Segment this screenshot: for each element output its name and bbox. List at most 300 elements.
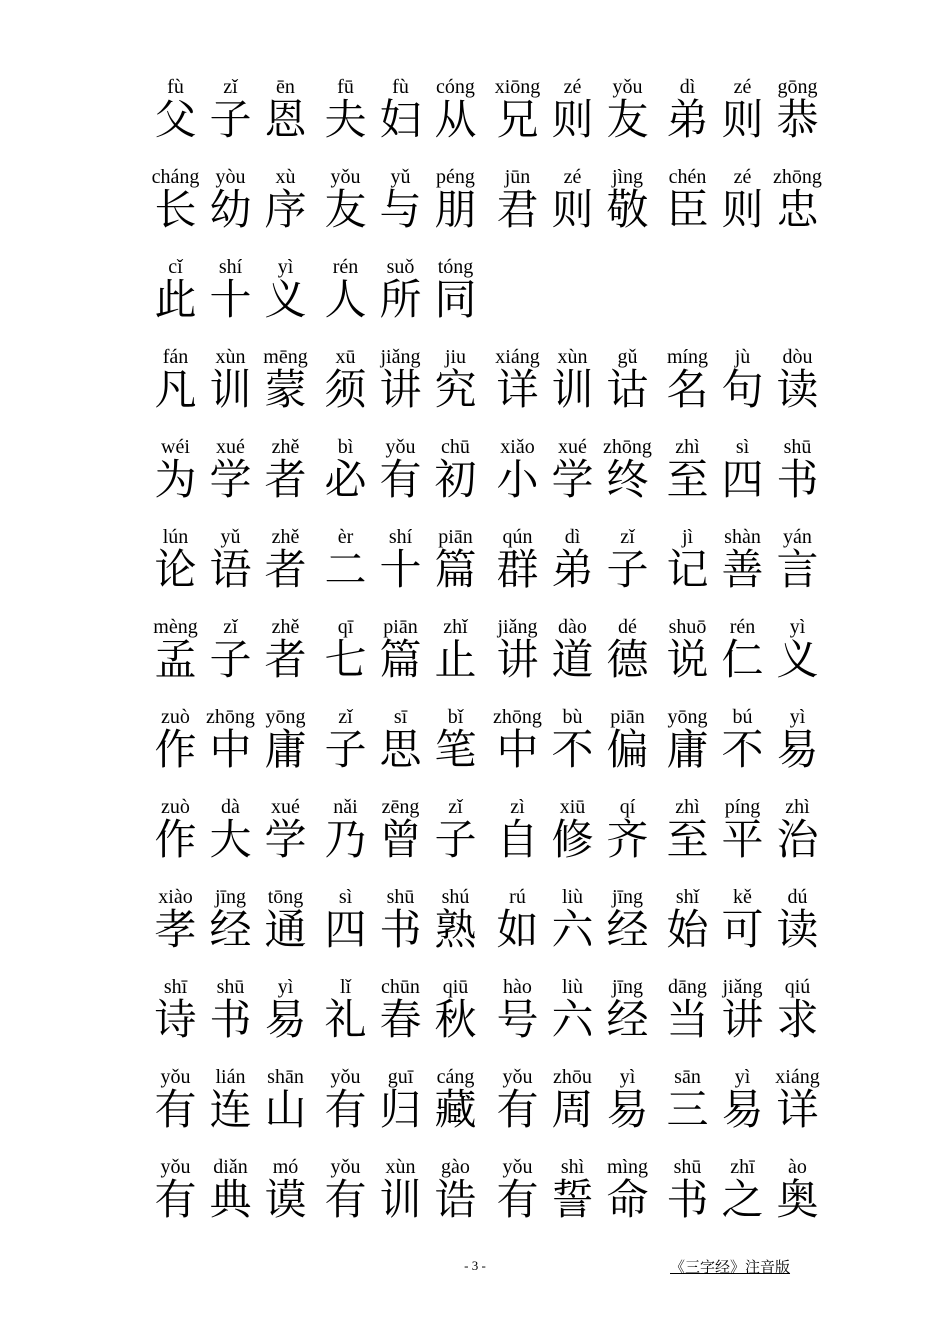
hanzi-character: 友 bbox=[324, 185, 367, 234]
pinyin-annotation: kě bbox=[733, 886, 752, 908]
pinyin-annotation: yǒu bbox=[330, 1066, 361, 1088]
hanzi-character: 友 bbox=[606, 95, 649, 144]
hanzi-character: 诗 bbox=[154, 995, 197, 1044]
pinyin-annotation: yǒu bbox=[502, 1066, 533, 1088]
verse-phrase bbox=[490, 165, 655, 255]
verse-phrase bbox=[490, 345, 655, 435]
verse-phrase bbox=[148, 795, 313, 885]
hanzi-character: 大 bbox=[209, 815, 252, 864]
pinyin-annotation: mìng bbox=[606, 1156, 649, 1178]
hanzi-character: 止 bbox=[434, 635, 477, 684]
hanzi-character: 偏 bbox=[606, 725, 649, 774]
hanzi-character: 弟 bbox=[551, 545, 594, 594]
hanzi-character: 连 bbox=[209, 1085, 252, 1134]
hanzi-character: 自 bbox=[496, 815, 539, 864]
hanzi-character: 礼 bbox=[324, 995, 367, 1044]
hanzi-character: 训 bbox=[551, 365, 594, 414]
pinyin-annotation: ēn bbox=[276, 76, 295, 98]
hanzi-character: 兄 bbox=[496, 95, 539, 144]
pinyin-annotation: bǐ bbox=[447, 706, 464, 728]
verse-phrase bbox=[148, 525, 313, 615]
pinyin-annotation: zhōng bbox=[773, 166, 822, 188]
pinyin-annotation: shū bbox=[673, 1156, 702, 1178]
verse-phrase bbox=[490, 435, 655, 525]
hanzi-character: 初 bbox=[434, 455, 477, 504]
hanzi-character: 义 bbox=[776, 635, 819, 684]
hanzi-character: 说 bbox=[666, 635, 709, 684]
pinyin-annotation: xiáng bbox=[495, 346, 540, 368]
hanzi-character: 通 bbox=[264, 905, 307, 954]
hanzi-character: 诂 bbox=[606, 365, 649, 414]
pinyin-annotation: zé bbox=[563, 166, 582, 188]
verse-line bbox=[0, 615, 950, 705]
verse-phrase bbox=[148, 165, 313, 255]
hanzi-character: 有 bbox=[154, 1085, 197, 1134]
hanzi-character: 典 bbox=[209, 1175, 252, 1224]
syllable bbox=[428, 255, 483, 345]
hanzi-character: 详 bbox=[496, 365, 539, 414]
verse-phrase bbox=[660, 75, 825, 165]
pinyin-annotation: dì bbox=[679, 76, 696, 98]
pinyin-annotation: zhōu bbox=[553, 1066, 592, 1088]
hanzi-character: 父 bbox=[154, 95, 197, 144]
pinyin-annotation: zhě bbox=[271, 526, 300, 548]
pinyin-annotation: shū bbox=[216, 976, 245, 998]
pinyin-annotation: fū bbox=[337, 76, 354, 98]
hanzi-character: 训 bbox=[379, 1175, 422, 1224]
verse-phrase bbox=[660, 795, 825, 885]
hanzi-character: 不 bbox=[551, 725, 594, 774]
hanzi-character: 详 bbox=[776, 1085, 819, 1134]
syllable bbox=[770, 975, 825, 1065]
pinyin-annotation: péng bbox=[436, 166, 475, 188]
hanzi-character: 长 bbox=[154, 185, 197, 234]
verse-phrase bbox=[490, 1155, 655, 1245]
pinyin-annotation: sān bbox=[674, 1066, 701, 1088]
hanzi-character: 有 bbox=[379, 455, 422, 504]
hanzi-character: 朋 bbox=[434, 185, 477, 234]
pinyin-annotation: zhě bbox=[271, 616, 300, 638]
pinyin-annotation: qiū bbox=[442, 976, 469, 998]
syllable bbox=[770, 1065, 825, 1155]
pinyin-annotation: sī bbox=[393, 706, 408, 728]
hanzi-character: 则 bbox=[721, 95, 764, 144]
pinyin-annotation: jì bbox=[681, 526, 694, 548]
hanzi-character: 仁 bbox=[721, 635, 764, 684]
pinyin-annotation: dé bbox=[618, 616, 637, 638]
pinyin-annotation: zǐ bbox=[448, 796, 463, 818]
hanzi-character: 人 bbox=[324, 275, 367, 324]
hanzi-character: 终 bbox=[606, 455, 649, 504]
pinyin-annotation: yǒu bbox=[330, 1156, 361, 1178]
pinyin-annotation: yǔ bbox=[220, 526, 241, 548]
verse-phrase bbox=[490, 525, 655, 615]
pinyin-annotation: zǐ bbox=[338, 706, 353, 728]
pinyin-annotation: zé bbox=[733, 166, 752, 188]
hanzi-character: 易 bbox=[776, 725, 819, 774]
hanzi-character: 恭 bbox=[776, 95, 819, 144]
pinyin-annotation: bù bbox=[562, 706, 583, 728]
pinyin-annotation: xué bbox=[558, 436, 587, 458]
pinyin-annotation: zé bbox=[733, 76, 752, 98]
pinyin-annotation: yì bbox=[277, 256, 294, 278]
hanzi-character: 乃 bbox=[324, 815, 367, 864]
pinyin-annotation: cóng bbox=[436, 76, 475, 98]
pinyin-annotation: zǐ bbox=[620, 526, 635, 548]
pinyin-annotation: zhì bbox=[675, 436, 700, 458]
pinyin-annotation: yì bbox=[277, 976, 294, 998]
hanzi-character: 论 bbox=[154, 545, 197, 594]
hanzi-character: 奥 bbox=[776, 1175, 819, 1224]
syllable bbox=[770, 1155, 825, 1245]
hanzi-character: 道 bbox=[551, 635, 594, 684]
pinyin-annotation: rú bbox=[509, 886, 526, 908]
hanzi-character: 曾 bbox=[379, 815, 422, 864]
verse-phrase bbox=[660, 525, 825, 615]
hanzi-character: 同 bbox=[434, 275, 477, 324]
hanzi-character: 归 bbox=[379, 1085, 422, 1134]
verse-line bbox=[0, 795, 950, 885]
verse-line bbox=[0, 975, 950, 1065]
hanzi-character: 子 bbox=[606, 545, 649, 594]
verse-phrase bbox=[148, 255, 313, 345]
hanzi-character: 庸 bbox=[666, 725, 709, 774]
hanzi-character: 此 bbox=[154, 275, 197, 324]
hanzi-character: 学 bbox=[264, 815, 307, 864]
verse-phrase bbox=[148, 345, 313, 435]
pinyin-annotation: xué bbox=[216, 436, 245, 458]
hanzi-character: 有 bbox=[496, 1175, 539, 1224]
hanzi-character: 修 bbox=[551, 815, 594, 864]
verse-phrase bbox=[660, 1065, 825, 1155]
hanzi-character: 从 bbox=[434, 95, 477, 144]
hanzi-character: 句 bbox=[721, 365, 764, 414]
hanzi-character: 序 bbox=[264, 185, 307, 234]
hanzi-character: 命 bbox=[606, 1175, 649, 1224]
hanzi-character: 求 bbox=[776, 995, 819, 1044]
pinyin-annotation: mèng bbox=[153, 616, 198, 638]
pinyin-annotation: piān bbox=[383, 616, 418, 638]
pinyin-annotation: chūn bbox=[381, 976, 420, 998]
pinyin-annotation: yán bbox=[783, 526, 812, 548]
pinyin-annotation: qī bbox=[337, 616, 354, 638]
pinyin-annotation: suǒ bbox=[386, 256, 415, 278]
verse-phrase bbox=[318, 255, 483, 345]
pinyin-annotation: zhì bbox=[675, 796, 700, 818]
pinyin-annotation: sì bbox=[735, 436, 750, 458]
pinyin-annotation: qiú bbox=[784, 976, 811, 998]
syllable bbox=[770, 615, 825, 705]
pinyin-annotation: yōng bbox=[265, 706, 306, 728]
hanzi-character: 者 bbox=[264, 545, 307, 594]
hanzi-character: 幼 bbox=[209, 185, 252, 234]
pinyin-annotation: míng bbox=[666, 346, 709, 368]
hanzi-character: 至 bbox=[666, 455, 709, 504]
pinyin-annotation: zēng bbox=[381, 796, 420, 818]
hanzi-character: 之 bbox=[721, 1175, 764, 1224]
pinyin-annotation: ào bbox=[788, 1156, 807, 1178]
pinyin-annotation: zhōng bbox=[603, 436, 652, 458]
pinyin-annotation: chén bbox=[668, 166, 707, 188]
pinyin-annotation: xiào bbox=[158, 886, 193, 908]
pinyin-annotation: piān bbox=[610, 706, 645, 728]
hanzi-character: 三 bbox=[666, 1085, 709, 1134]
hanzi-character: 十 bbox=[209, 275, 252, 324]
hanzi-character: 训 bbox=[209, 365, 252, 414]
pinyin-annotation: zhī bbox=[730, 1156, 755, 1178]
pinyin-annotation: shàn bbox=[724, 526, 761, 548]
verse-line bbox=[0, 1065, 950, 1155]
pinyin-annotation: yì bbox=[789, 706, 806, 728]
verse-phrase bbox=[490, 885, 655, 975]
pinyin-annotation: jiǎng bbox=[497, 616, 538, 638]
pinyin-annotation: gǔ bbox=[617, 346, 638, 368]
hanzi-character: 君 bbox=[496, 185, 539, 234]
hanzi-character: 四 bbox=[324, 905, 367, 954]
hanzi-character: 语 bbox=[209, 545, 252, 594]
verse-phrase bbox=[148, 435, 313, 525]
hanzi-character: 群 bbox=[496, 545, 539, 594]
hanzi-character: 篇 bbox=[379, 635, 422, 684]
verse-line bbox=[0, 885, 950, 975]
pinyin-annotation: mēng bbox=[263, 346, 308, 368]
verse-phrase bbox=[318, 885, 483, 975]
verse-phrase bbox=[318, 975, 483, 1065]
verse-phrase bbox=[148, 75, 313, 165]
pinyin-annotation: fù bbox=[392, 76, 409, 98]
pinyin-annotation: yì bbox=[734, 1066, 751, 1088]
hanzi-character: 至 bbox=[666, 815, 709, 864]
hanzi-character: 誓 bbox=[551, 1175, 594, 1224]
hanzi-character: 则 bbox=[551, 95, 594, 144]
pinyin-annotation: chū bbox=[441, 436, 470, 458]
pinyin-annotation: xū bbox=[335, 346, 356, 368]
pinyin-annotation: shān bbox=[267, 1066, 304, 1088]
hanzi-character: 书 bbox=[666, 1175, 709, 1224]
verse-phrase bbox=[318, 705, 483, 795]
hanzi-character: 者 bbox=[264, 635, 307, 684]
pinyin-annotation: wéi bbox=[161, 436, 190, 458]
hanzi-character: 中 bbox=[209, 725, 252, 774]
pinyin-annotation: diǎn bbox=[213, 1156, 248, 1178]
syllable bbox=[770, 525, 825, 615]
pinyin-annotation: qún bbox=[502, 526, 533, 548]
hanzi-character: 有 bbox=[324, 1175, 367, 1224]
hanzi-character: 笔 bbox=[434, 725, 477, 774]
hanzi-character: 记 bbox=[666, 545, 709, 594]
syllable bbox=[770, 705, 825, 795]
verse-phrase bbox=[318, 795, 483, 885]
hanzi-character: 孟 bbox=[154, 635, 197, 684]
pinyin-annotation: mó bbox=[272, 1156, 299, 1178]
hanzi-character: 学 bbox=[551, 455, 594, 504]
pinyin-annotation: zì bbox=[510, 796, 525, 818]
pinyin-annotation: dì bbox=[564, 526, 581, 548]
hanzi-character: 平 bbox=[721, 815, 764, 864]
hanzi-character: 敬 bbox=[606, 185, 649, 234]
pinyin-annotation: shì bbox=[560, 1156, 585, 1178]
verse-phrase bbox=[148, 705, 313, 795]
pinyin-annotation: fù bbox=[167, 76, 184, 98]
verse-phrase bbox=[148, 885, 313, 975]
pinyin-annotation: xiū bbox=[559, 796, 586, 818]
pinyin-annotation: xùn bbox=[385, 1156, 416, 1178]
pinyin-annotation: xiōng bbox=[494, 76, 541, 98]
hanzi-character: 熟 bbox=[434, 905, 477, 954]
pinyin-annotation: lǐ bbox=[339, 976, 352, 998]
hanzi-character: 有 bbox=[324, 1085, 367, 1134]
hanzi-character: 二 bbox=[324, 545, 367, 594]
hanzi-character: 可 bbox=[721, 905, 764, 954]
pinyin-annotation: yǒu bbox=[612, 76, 643, 98]
verse-phrase bbox=[148, 615, 313, 705]
hanzi-character: 恩 bbox=[264, 95, 307, 144]
hanzi-character: 子 bbox=[434, 815, 477, 864]
hanzi-character: 诰 bbox=[434, 1175, 477, 1224]
verse-phrase bbox=[318, 1155, 483, 1245]
hanzi-character: 言 bbox=[776, 545, 819, 594]
pinyin-annotation: yǒu bbox=[160, 1066, 191, 1088]
pinyin-annotation: yōng bbox=[667, 706, 708, 728]
pinyin-annotation: jūn bbox=[504, 166, 531, 188]
verse-phrase bbox=[318, 75, 483, 165]
pinyin-annotation: tóng bbox=[437, 256, 474, 278]
pinyin-annotation: zhǐ bbox=[443, 616, 468, 638]
hanzi-character: 蒙 bbox=[264, 365, 307, 414]
hanzi-character: 作 bbox=[154, 725, 197, 774]
hanzi-character: 当 bbox=[666, 995, 709, 1044]
verse-phrase bbox=[490, 975, 655, 1065]
hanzi-character: 周 bbox=[551, 1085, 594, 1134]
verse-phrase bbox=[660, 885, 825, 975]
hanzi-character: 读 bbox=[776, 905, 819, 954]
hanzi-character: 德 bbox=[606, 635, 649, 684]
verse-phrase bbox=[660, 615, 825, 705]
pinyin-annotation: shí bbox=[388, 526, 413, 548]
pinyin-annotation: cǐ bbox=[168, 256, 183, 278]
verse-phrase bbox=[490, 615, 655, 705]
verse-phrase bbox=[660, 345, 825, 435]
hanzi-character: 作 bbox=[154, 815, 197, 864]
verse-phrase bbox=[660, 705, 825, 795]
pinyin-annotation: zǐ bbox=[223, 616, 238, 638]
hanzi-character: 子 bbox=[324, 725, 367, 774]
verse-line bbox=[0, 705, 950, 795]
hanzi-character: 必 bbox=[324, 455, 367, 504]
verse-phrase bbox=[490, 705, 655, 795]
hanzi-character: 则 bbox=[721, 185, 764, 234]
syllable bbox=[770, 345, 825, 435]
hanzi-character: 讲 bbox=[496, 635, 539, 684]
pinyin-annotation: dà bbox=[221, 796, 240, 818]
hanzi-character: 易 bbox=[606, 1085, 649, 1134]
verse-phrase bbox=[490, 795, 655, 885]
hanzi-character: 书 bbox=[209, 995, 252, 1044]
hanzi-character: 书 bbox=[776, 455, 819, 504]
pinyin-annotation: yǒu bbox=[330, 166, 361, 188]
hanzi-character: 讲 bbox=[721, 995, 764, 1044]
pinyin-annotation: xiáng bbox=[775, 1066, 820, 1088]
pinyin-annotation: lián bbox=[215, 1066, 246, 1088]
hanzi-character: 谟 bbox=[264, 1175, 307, 1224]
page-number: - 3 - bbox=[464, 1258, 486, 1273]
syllable bbox=[770, 75, 825, 165]
pinyin-annotation: shuō bbox=[668, 616, 707, 638]
pinyin-annotation: zhě bbox=[271, 436, 300, 458]
hanzi-character: 子 bbox=[209, 635, 252, 684]
pinyin-annotation: xù bbox=[275, 166, 296, 188]
verse-phrase bbox=[318, 1065, 483, 1155]
hanzi-character: 孝 bbox=[154, 905, 197, 954]
pinyin-annotation: gōng bbox=[777, 76, 818, 98]
hanzi-character: 学 bbox=[209, 455, 252, 504]
pinyin-annotation: yǒu bbox=[502, 1156, 533, 1178]
verse-phrase bbox=[660, 435, 825, 525]
pinyin-annotation: èr bbox=[337, 526, 354, 548]
hanzi-character: 子 bbox=[209, 95, 252, 144]
hanzi-character: 有 bbox=[154, 1175, 197, 1224]
hanzi-character: 六 bbox=[551, 995, 594, 1044]
pinyin-annotation: jìng bbox=[611, 166, 644, 188]
verse-line bbox=[0, 345, 950, 435]
pinyin-annotation: yì bbox=[619, 1066, 636, 1088]
hanzi-character: 须 bbox=[324, 365, 367, 414]
pinyin-annotation: cáng bbox=[436, 1066, 475, 1088]
pinyin-annotation: guī bbox=[387, 1066, 414, 1088]
verse-phrase bbox=[490, 1065, 655, 1155]
hanzi-character: 凡 bbox=[154, 365, 197, 414]
pinyin-annotation: yǒu bbox=[385, 436, 416, 458]
pinyin-annotation: nǎi bbox=[333, 796, 358, 818]
pinyin-annotation: fán bbox=[162, 346, 189, 368]
verse-line bbox=[0, 165, 950, 255]
pinyin-annotation: dú bbox=[787, 886, 808, 908]
hanzi-character: 六 bbox=[551, 905, 594, 954]
hanzi-character: 中 bbox=[496, 725, 539, 774]
pinyin-annotation: jù bbox=[734, 346, 751, 368]
document-title-footer: 《三字经》注音版 bbox=[670, 1260, 791, 1276]
pinyin-annotation: cháng bbox=[151, 166, 200, 188]
hanzi-character: 七 bbox=[324, 635, 367, 684]
hanzi-character: 春 bbox=[379, 995, 422, 1044]
syllable bbox=[770, 165, 825, 255]
pinyin-annotation: yòu bbox=[215, 166, 246, 188]
hanzi-character: 忠 bbox=[776, 185, 819, 234]
pinyin-annotation: liù bbox=[561, 886, 584, 908]
pinyin-annotation: dòu bbox=[782, 346, 813, 368]
pinyin-annotation: shú bbox=[441, 886, 470, 908]
pinyin-annotation: píng bbox=[724, 796, 761, 818]
hanzi-character: 讲 bbox=[379, 365, 422, 414]
hanzi-character: 如 bbox=[496, 905, 539, 954]
verse-phrase bbox=[318, 165, 483, 255]
pinyin-annotation: xué bbox=[271, 796, 300, 818]
pinyin-annotation: yì bbox=[789, 616, 806, 638]
pinyin-annotation: xiǎo bbox=[500, 436, 535, 458]
pinyin-annotation: bì bbox=[337, 436, 354, 458]
pinyin-annotation: bú bbox=[732, 706, 753, 728]
verse-phrase bbox=[318, 615, 483, 705]
hanzi-character: 不 bbox=[721, 725, 764, 774]
hanzi-character: 妇 bbox=[379, 95, 422, 144]
hanzi-character: 与 bbox=[379, 185, 422, 234]
hanzi-character: 则 bbox=[551, 185, 594, 234]
hanzi-character: 为 bbox=[154, 455, 197, 504]
pinyin-annotation: shū bbox=[783, 436, 812, 458]
verse-phrase bbox=[490, 75, 655, 165]
verse-phrase bbox=[660, 165, 825, 255]
hanzi-character: 易 bbox=[264, 995, 307, 1044]
